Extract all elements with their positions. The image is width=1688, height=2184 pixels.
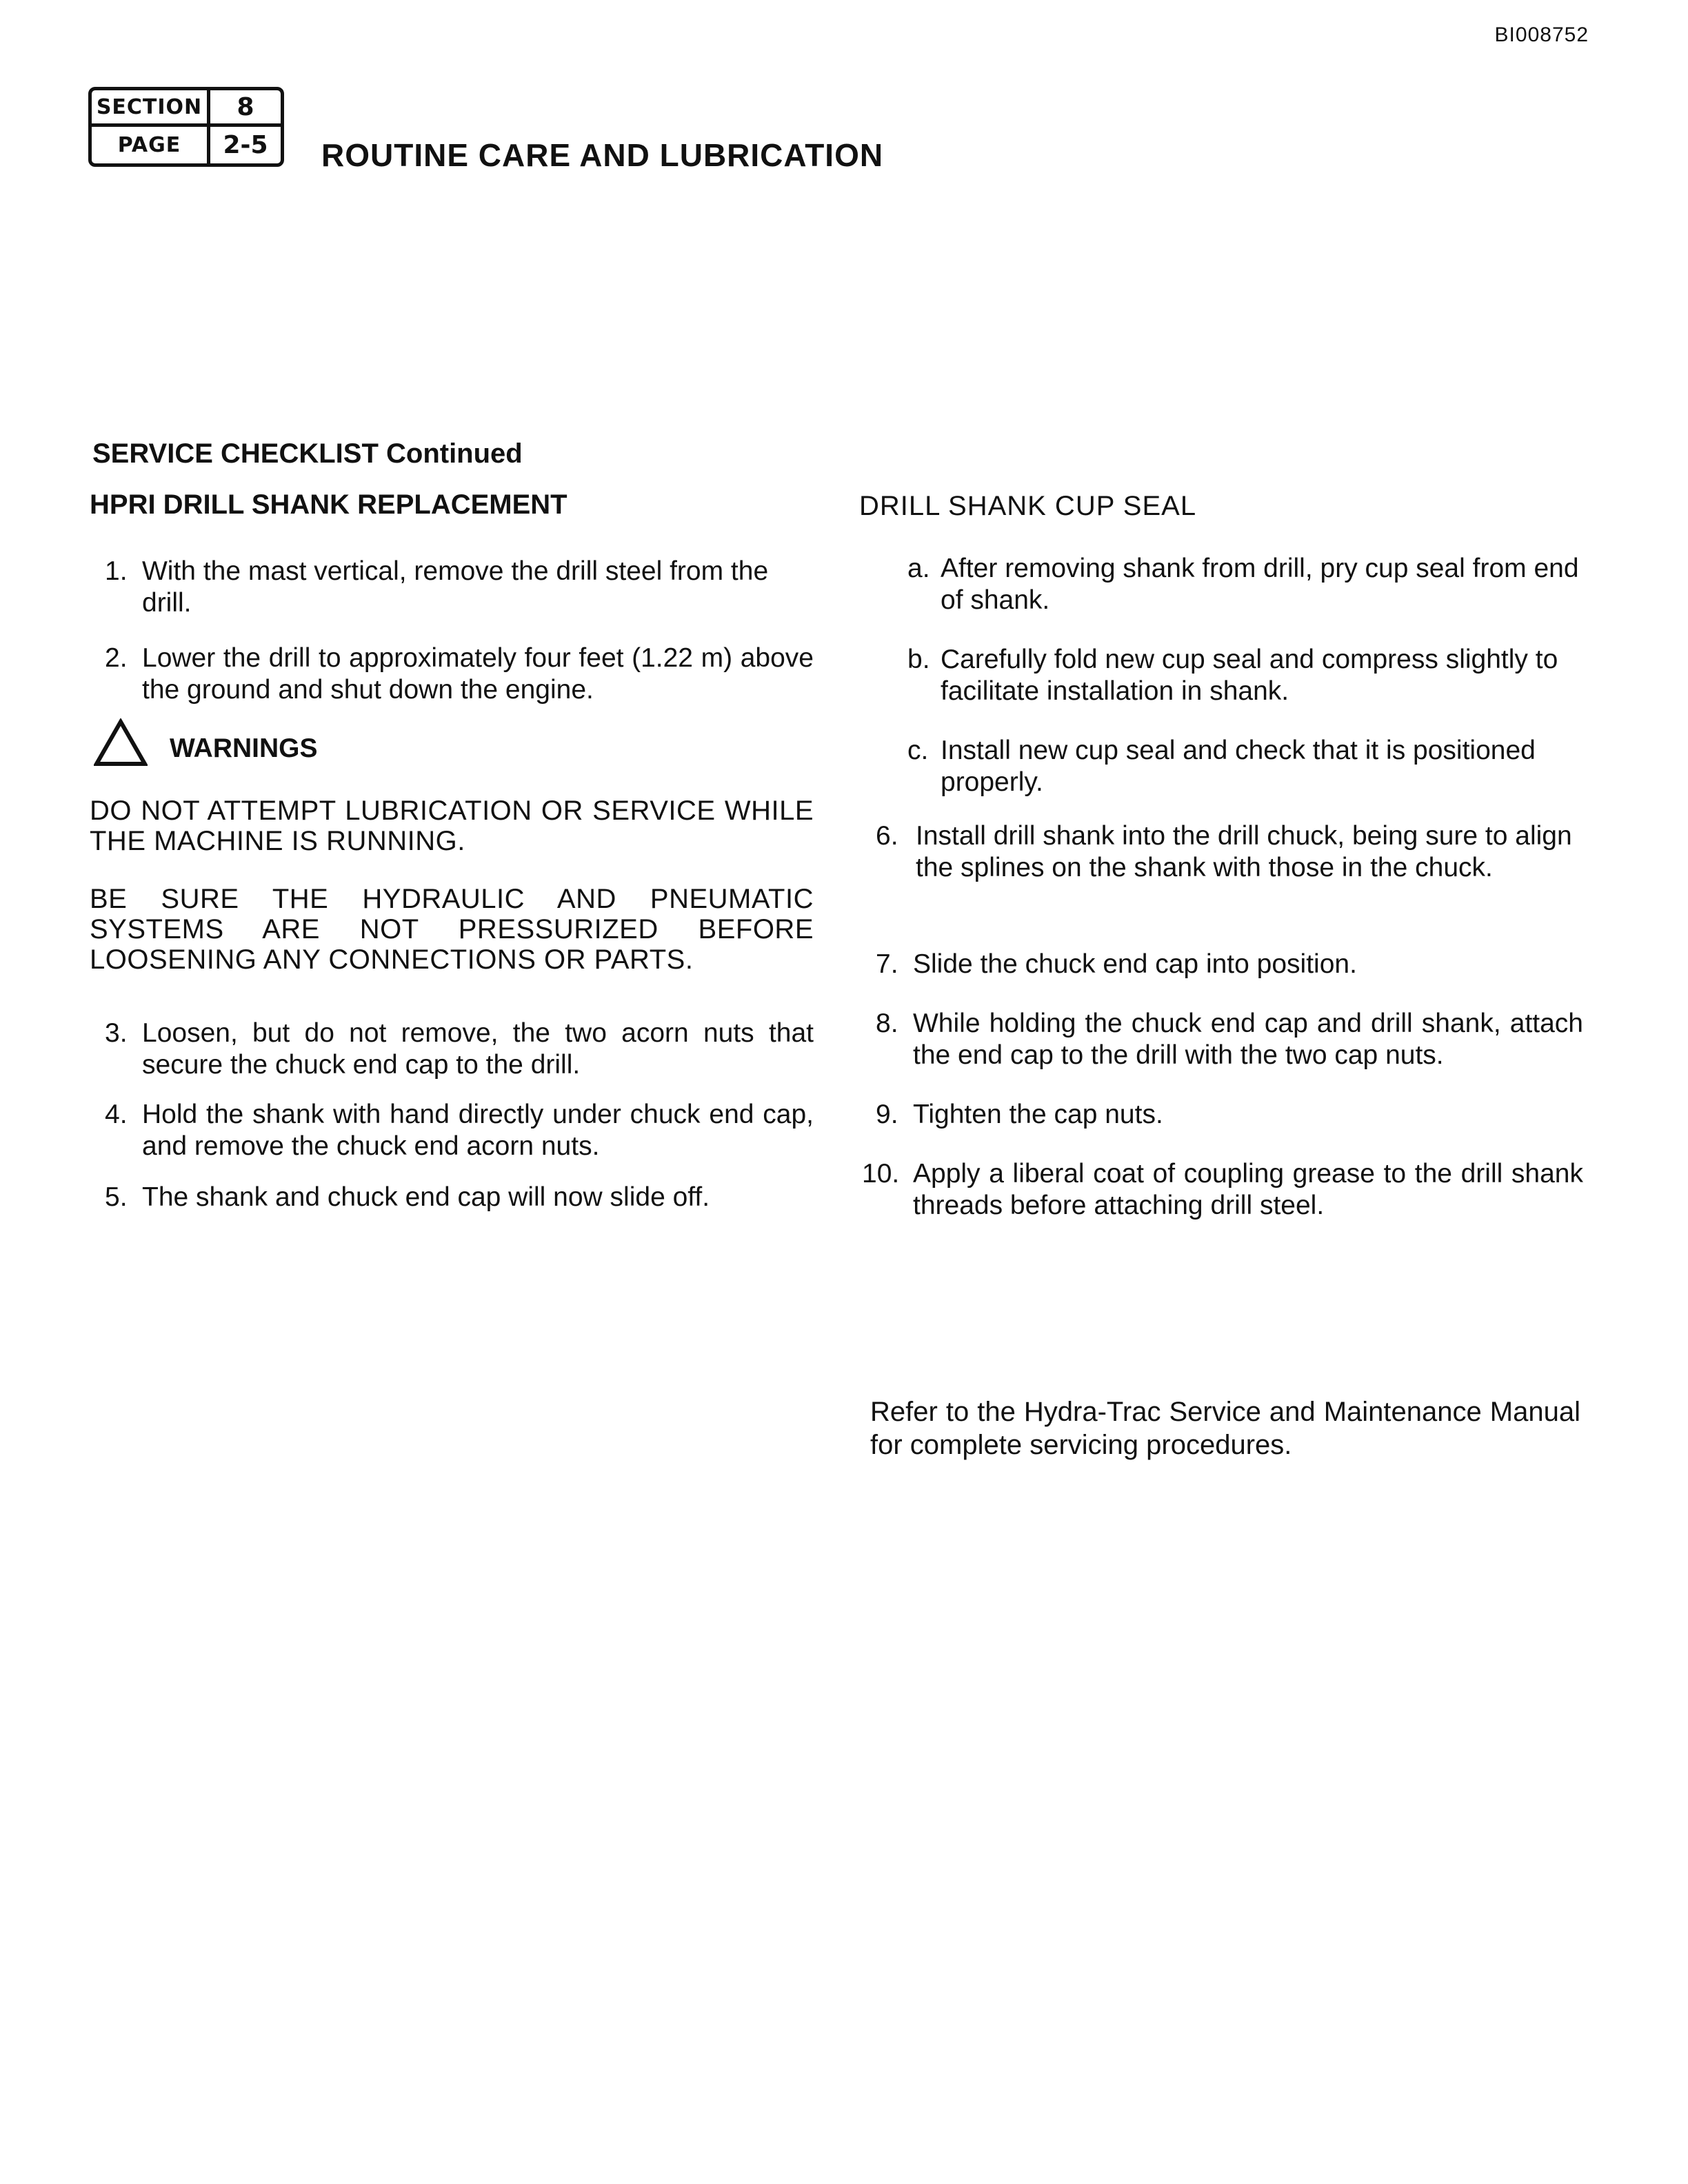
step-number: 4.	[105, 1100, 128, 1129]
section-number: 8	[210, 90, 281, 127]
step-text: While holding the chuck end cap and drill shank, attach the end cap to the drill with the two cap nuts.	[913, 1009, 1583, 1070]
step-text: Lower the drill to approximately four feet (1.22 m) above the ground and shut down the engine.	[142, 643, 814, 705]
step-text: Tighten the cap nuts.	[913, 1100, 1163, 1129]
warning-text: DO NOT ATTEMPT LUBRICATION OR SERVICE WHILE THE MACHINE IS RUNNING.	[90, 796, 814, 856]
substep-letter: c.	[907, 736, 929, 765]
list-item	[859, 644, 1583, 707]
step-number: 6.	[876, 821, 898, 851]
step-text: Install drill shank into the drill chuck, being sure to align the splines on the shank with those in the chuck.	[916, 821, 1572, 882]
list-item	[859, 820, 1583, 884]
list-item	[859, 949, 1583, 980]
step-text: Hold the shank with hand directly under chuck end cap, and remove the chuck end acorn nuts.	[142, 1100, 814, 1161]
list-item	[859, 1158, 1583, 1222]
warnings-label: WARNINGS	[170, 734, 318, 763]
list-item	[90, 1018, 814, 1081]
step-number: 10.	[862, 1159, 900, 1189]
refer-note: Refer to the Hydra-Trac Service and Maintenance Manual for complete servicing procedures.	[870, 1397, 1580, 1460]
warning-triangle-icon	[94, 718, 148, 767]
step-text: The shank and chuck end cap will now slide off.	[142, 1182, 710, 1212]
step-text: Slide the chuck end cap into position.	[913, 949, 1357, 979]
document-id: BI008752	[1494, 23, 1589, 46]
cup-seal-heading: DRILL SHANK CUP SEAL	[859, 491, 1197, 521]
step-number: 2.	[105, 643, 128, 673]
step-number: 9.	[876, 1100, 898, 1129]
list-item	[90, 1182, 814, 1213]
substep-text: Carefully fold new cup seal and compress slightly to facilitate installation in shank.	[941, 645, 1558, 706]
substep-text: After removing shank from drill, pry cup seal from end of shank.	[941, 554, 1579, 615]
step-text: Apply a liberal coat of coupling grease to the drill shank threads before attaching drill steel.	[913, 1159, 1583, 1220]
list-item	[859, 735, 1583, 798]
substep-letter: b.	[907, 645, 930, 674]
list-item	[90, 556, 814, 619]
shank-replacement-heading: HPRI DRILL SHANK REPLACEMENT	[90, 489, 567, 520]
step-number: 5.	[105, 1182, 128, 1212]
list-item	[859, 1008, 1583, 1071]
step-text: With the mast vertical, remove the drill steel from the drill.	[142, 556, 769, 618]
step-number: 7.	[876, 949, 898, 979]
list-item	[859, 553, 1583, 616]
checklist-heading: SERVICE CHECKLIST Continued	[92, 438, 523, 469]
list-item	[90, 1099, 814, 1162]
substep-text: Install new cup seal and check that it is positioned properly.	[941, 736, 1536, 797]
page-label: PAGE	[92, 127, 210, 163]
step-text: Loosen, but do not remove, the two acorn nuts that secure the chuck end cap to the drill.	[142, 1018, 814, 1080]
step-number: 1.	[105, 556, 128, 586]
list-item	[859, 1099, 1583, 1131]
warning-text: BE SURE THE HYDRAULIC AND PNEUMATIC SYSTEMS ARE NOT PRESSURIZED BEFORE LOOSENING ANY CONNECTIONS OR PARTS.	[90, 884, 814, 975]
page-number: 2-5	[223, 131, 268, 159]
step-number: 3.	[105, 1018, 128, 1048]
list-item	[90, 643, 814, 706]
section-label: SECTION	[92, 90, 210, 127]
step-number: 8.	[876, 1009, 898, 1038]
page-title: ROUTINE CARE AND LUBRICATION	[321, 137, 884, 173]
substep-letter: a.	[907, 554, 930, 583]
section-page-box	[88, 87, 284, 167]
